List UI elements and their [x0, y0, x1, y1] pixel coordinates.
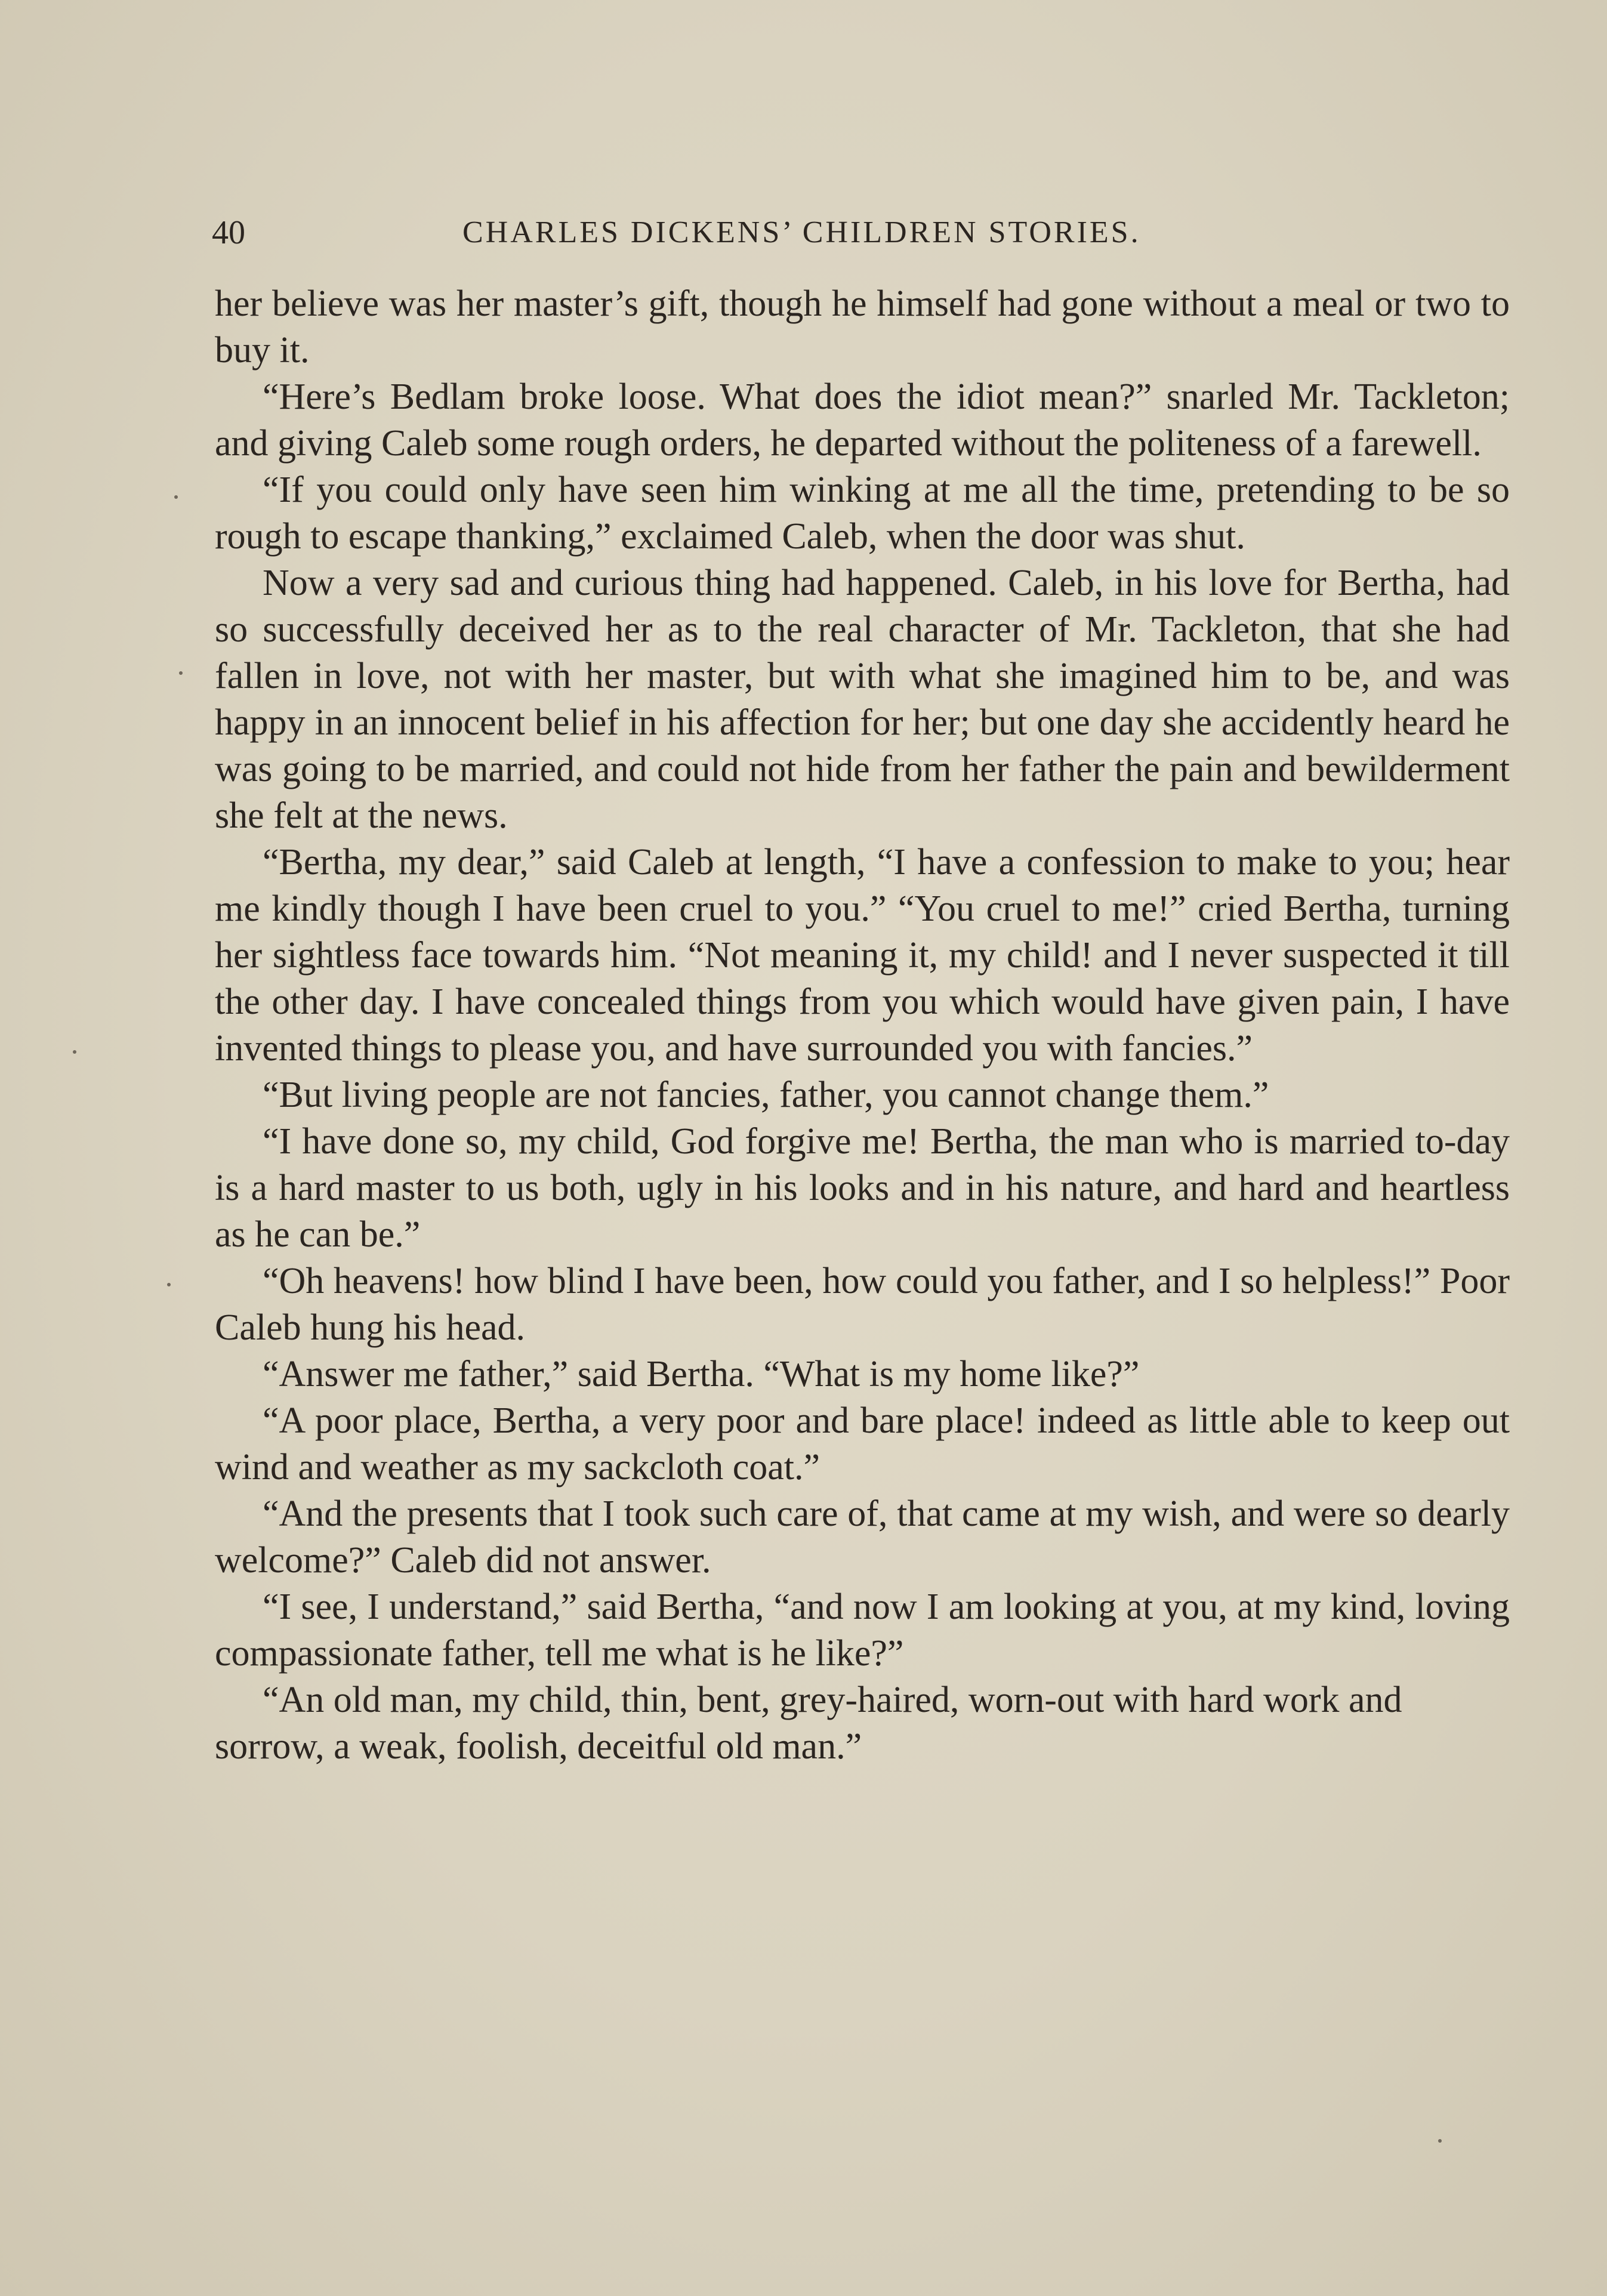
paragraph: “Bertha, my dear,” said Caleb at length, “I have a confession to make to you; hear me kindly though I have been cruel to you.” “You cruel to me!” cried Bertha, turning her sightless face towards him. “Not meaning it, my child! and I never suspected it till the other day. I have concealed things from you which would have given pain, I have invented things to please you, and have surrounded you with fancies.”: [215, 842, 1510, 1069]
paper-speck: [167, 1283, 171, 1286]
paragraph: “An old man, my child, thin, bent, grey-haired, worn-out with hard work and sorrow, a weak, foolish, deceitful old man.”: [215, 1680, 1402, 1767]
paragraph: “If you could only have seen him winking at me all the time, pretending to be so rough to escape thanking,” exclaimed Caleb, when the door was shut.: [215, 470, 1510, 557]
paragraph-continuation: her believe was her master’s gift, though he himself had gone without a meal or two to buy it.: [215, 283, 1510, 371]
paragraph: “But living people are not fancies, father, you cannot change them.”: [263, 1075, 1269, 1115]
body-text: [215, 280, 1510, 1770]
paragraph: “Oh heavens! how blind I have been, how could you father, and I so helpless!” Poor Caleb hung his head.: [215, 1261, 1510, 1348]
page-number: 40: [212, 214, 245, 251]
paper-speck: [179, 671, 183, 675]
paper-speck: [73, 1050, 76, 1054]
paragraph: “I have done so, my child, God forgive me! Bertha, the man who is married to-day is a hard master to us both, ugly in his looks and in his nature, and hard and heartless as he can be.”: [215, 1121, 1510, 1255]
paragraph: Now a very sad and curious thing had happened. Caleb, in his love for Bertha, had so successfully deceived her as to the real character of Mr. Tackleton, that she had fallen in love, not with her master, but with what she imagined him to be, and was happy in an innocent belief in his affection for her; but one day she accidently heard he was going to be married, and could not hide from her father the pain and bewilderment she felt at the news.: [215, 563, 1510, 836]
paper-speck: [174, 495, 178, 499]
paragraph: “A poor place, Bertha, a very poor and bare place! indeed as little able to keep out wind and weather as my sackcloth coat.”: [215, 1400, 1510, 1488]
paper-speck: [1438, 2139, 1442, 2143]
paragraph: “I see, I understand,” said Bertha, “and now I am looking at you, at my kind, loving compassionate father, tell me what is he like?”: [215, 1587, 1510, 1674]
paragraph: “Answer me father,” said Bertha. “What is my home like?”: [263, 1354, 1140, 1394]
page-header: [212, 209, 1256, 257]
paragraph: “And the presents that I took such care of, that came at my wish, and were so dearly welcome?” Caleb did not answer.: [215, 1493, 1510, 1581]
paragraph: “Here’s Bedlam broke loose. What does the idiot mean?” snarled Mr. Tackleton; and giving Caleb some rough orders, he departed without the politeness of a farewell.: [215, 377, 1510, 464]
running-title: CHARLES DICKENS’ CHILDREN STORIES.: [462, 215, 1141, 249]
